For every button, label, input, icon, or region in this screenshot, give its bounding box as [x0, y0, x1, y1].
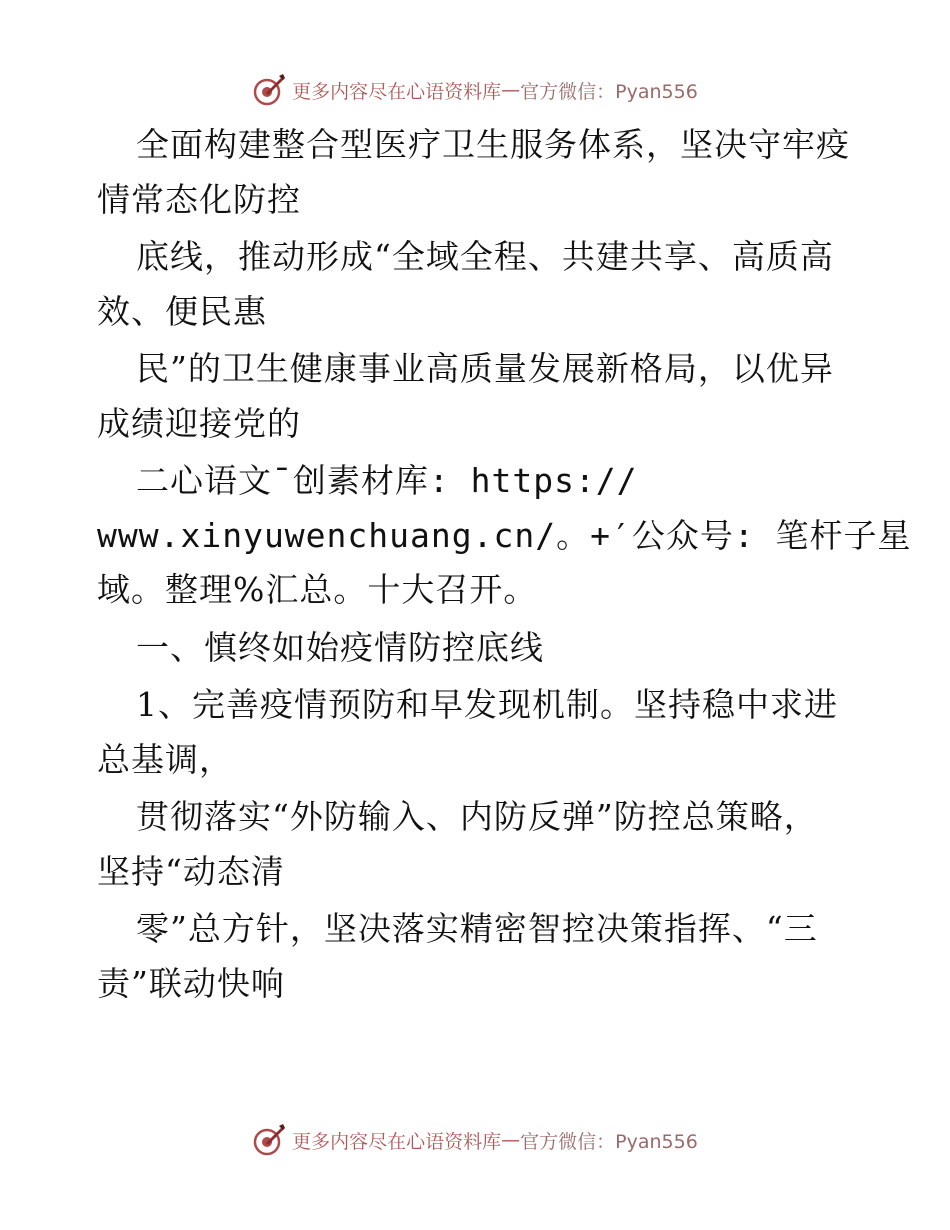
text-line: 全面构建整合型医疗卫生服务体系，坚决守牢疫	[136, 125, 850, 164]
text-line: 坚持“动态清	[97, 851, 285, 891]
text-line: 零”总方针，坚决落实精密智控决策指挥、“三	[136, 909, 818, 948]
banner-wechat-text: 官方微信：Pyan556	[520, 1130, 698, 1153]
text-line: 情常态化防控	[97, 179, 301, 219]
text-line: 贯彻落实“外防输入、内防反弹”防控总策略，	[136, 797, 818, 836]
text-line: 成绩迎接党的	[97, 403, 301, 443]
header-watermark-banner	[0, 70, 950, 110]
text-line: www.xinyuwenchuang.cn/。+′公众号: 笔杆子星	[97, 515, 912, 555]
banner-dash: —	[501, 79, 521, 101]
text-line: 总基调，	[97, 739, 233, 779]
banner-wechat-text: 官方微信：Pyan556	[520, 80, 698, 103]
banner-lead-text: 更多内容尽在心语资料库	[292, 80, 502, 103]
banner-dash: —	[501, 1129, 521, 1151]
footer-watermark-banner	[0, 1120, 950, 1160]
brush-logo-icon	[252, 1123, 286, 1157]
text-line: 民”的卫生健康事业高质量发展新格局，以优异	[136, 349, 834, 388]
text-line: 责”联动快响	[97, 963, 285, 1003]
text-line: 域。整理%汇总。十大召开。	[97, 570, 538, 609]
banner-lead-text: 更多内容尽在心语资料库	[292, 1130, 502, 1153]
text-line: 1、完善疫情预防和早发现机制。坚持稳中求进	[136, 685, 838, 724]
text-line: 底线，推动形成“全域全程、共建共享、高质高	[136, 237, 834, 276]
text-line: 效、便民惠	[97, 291, 267, 331]
text-line: 二心语文¯创素材库: https://	[136, 461, 638, 500]
brush-logo-icon	[252, 73, 286, 107]
section-heading: 一、慎终如始疫情防控底线	[136, 627, 544, 667]
body-text	[97, 118, 912, 1011]
